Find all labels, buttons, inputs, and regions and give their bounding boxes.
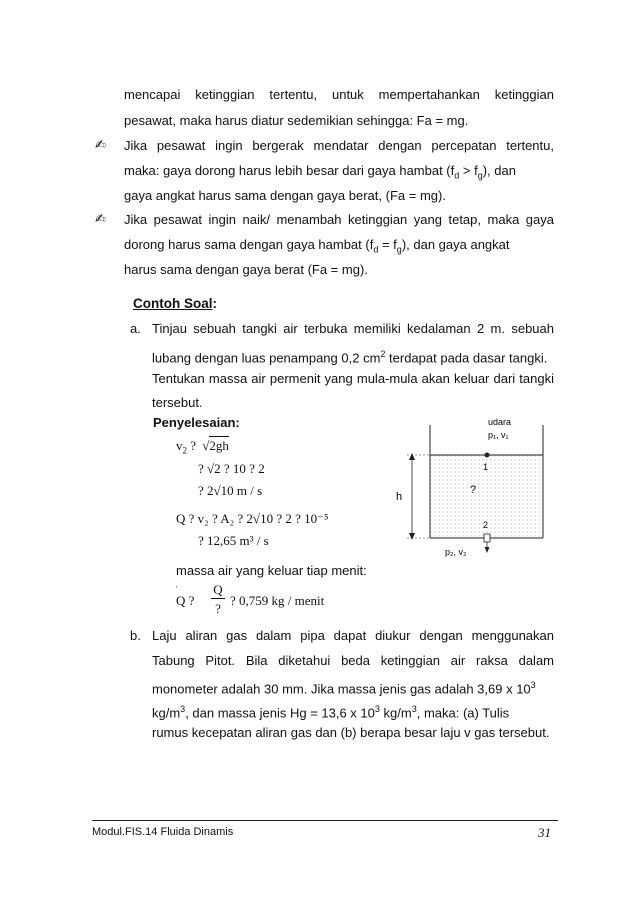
udara-label: udara [488,417,512,427]
text-line: Laju aliran gas dalam pipa dapat diukur dengan menggunakan [152,628,554,643]
text-line: $kg/m^3$, dan massa jenis Hg = 13,6 x $10^3$ $kg/m^3$, maka: (a) Tulis [152,704,510,721]
point-1-label: 1 [483,462,489,472]
item-label: b. [130,628,141,643]
text-line: harus sama dengan gaya berat (Fa = mg). [124,262,368,277]
fraction-denominator: ? [215,601,221,616]
text-line: gaya angkat harus sama dengan gaya berat, (Fa = mg). [124,188,446,203]
equation-line: ? 0,759 kg / menit [230,593,325,608]
tank-diagram [390,415,565,565]
fraction-numerator: Q [211,582,225,599]
text-line: maka: gaya dorong harus lebih besar dari gaya hambat $(f_d > f_g)$, dan [124,163,516,181]
equation-line: Q ? v₂ ? A₂ ? 2√10 ? 2 ? 10⁻⁵ [176,511,329,526]
equation-line: Q ? [176,593,195,608]
text-line: monometer adalah 30 mm. Jika massa jenis gas adalah 3,69 x $10^3$ [152,680,536,697]
writing-hand-icon: ✍ [95,137,106,152]
solution-heading: Penyelesaian: [153,415,240,430]
section-heading: Contoh Soal: [133,296,217,311]
text-line: Jika pesawat ingin bergerak mendatar dengan percepatan tertentu, [124,138,554,153]
point-1-marker [485,453,490,458]
text-line: dorong harus sama dengan gaya hambat $(f_d = f_g)$, dan gaya angkat [124,237,510,255]
question-mark: ? [470,484,477,496]
point-2-label: 2 [483,520,489,530]
arrow-head-up [409,453,415,460]
item-label: a. [130,321,141,336]
equation-line: ? 12,65 m³ / s [198,533,269,548]
text-line: pesawat, maka harus diatur sedemikian sehingga: Fa = mg. [124,113,469,128]
footer-module-title: Modul.FIS.14 Fluida Dinamis [92,826,234,838]
footer-rule [92,820,558,821]
text-line: Tentukan massa air permenit yang mula-mula akan keluar dari tangki [152,371,554,386]
p2v2-label: p₂, v₂ [445,547,467,557]
outflow-arrow [485,547,490,553]
equation-line: ? 2√10 m / s [198,483,263,498]
h-label: h [396,491,403,503]
text-line: massa air yang keluar tiap menit: [176,563,367,578]
outlet-hole [484,534,490,542]
equation-line: $v_2$ ? √2gh [176,438,229,456]
text-line: rumus kecepatan aliran gas dan (b) berapa besar laju v gas tersebut. [152,725,550,740]
equation-line: ? √2 ? 10 ? 2 [198,461,265,476]
p1v1-label: p₁, v₁ [488,430,509,440]
text-line: Jika pesawat ingin naik/ menambah ketinggian yang tetap, maka gaya [124,212,554,227]
text-line: mencapai ketinggian tertentu, untuk mempertahankan ketinggian [124,87,554,102]
text-line: Tabung Pitot. Bila diketahui beda ketinggian air raksa dalam [152,653,554,668]
text-line: Tinjau sebuah tangki air terbuka memiliki kedalaman 2 m. sebuah [152,321,554,336]
page-number: 31 [538,825,551,840]
dot-mark: ' [176,585,178,593]
arrow-head-down [409,533,415,540]
writing-hand-icon: ✍ [95,211,106,226]
text-line: tersebut. [152,395,203,410]
text-line: lubang dengan luas penampang 0,2 $cm^2$ terdapat pada dasar tangki. [152,349,548,366]
